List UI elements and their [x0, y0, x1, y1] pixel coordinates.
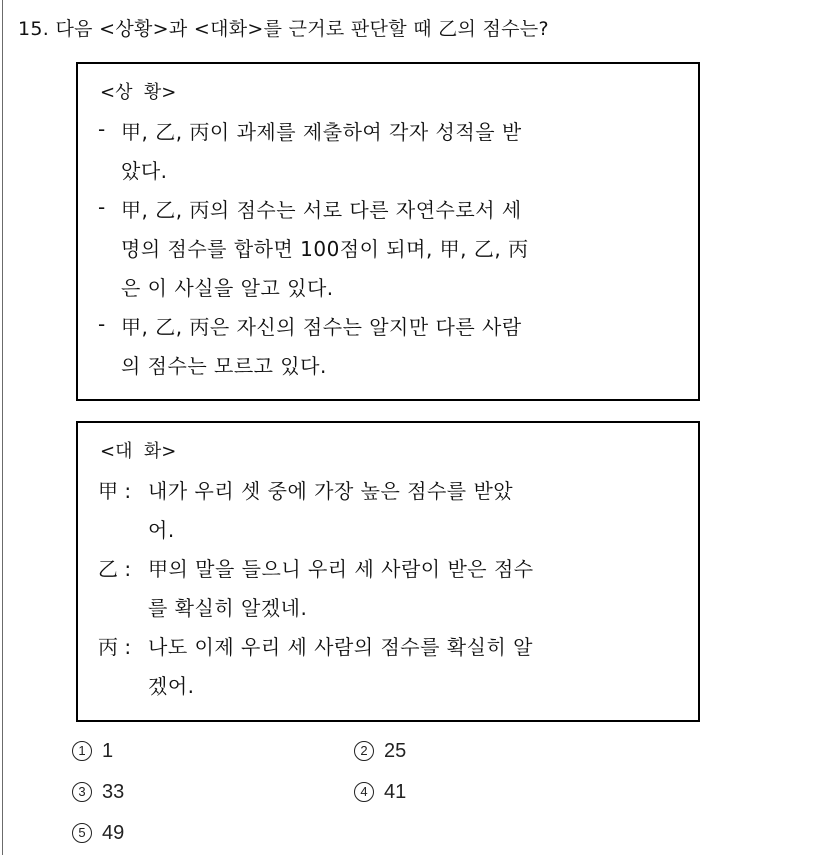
choice-3[interactable] [72, 781, 124, 804]
circled-number-icon: 4 [354, 782, 374, 802]
situation-line: 았다. [121, 159, 168, 183]
speaker-label: 丙 : [98, 635, 132, 659]
question-number: 15. [18, 18, 50, 40]
dialogue-line: 甲의 말을 들으니 우리 세 사람이 받은 점수 [148, 557, 534, 581]
dialogue-line: 내가 우리 셋 중에 가장 높은 점수를 받았 [148, 479, 514, 503]
choice-1[interactable] [72, 740, 113, 763]
situation-box [76, 62, 700, 401]
choice-value: 33 [102, 781, 125, 803]
situation-title: <상 황> [100, 82, 177, 103]
speaker-label: 甲 : [98, 479, 132, 503]
situation-line: 명의 점수를 합하면 100점이 되며, 甲, 乙, 丙 [121, 237, 529, 261]
choice-2[interactable] [354, 740, 406, 763]
choice-value: 49 [102, 822, 125, 844]
circled-number-icon: 1 [72, 741, 92, 761]
question-header [18, 14, 549, 41]
choice-value: 1 [102, 740, 114, 762]
circled-number-icon: 2 [354, 741, 374, 761]
dialogue-line: 를 확실히 알겠네. [148, 596, 308, 620]
situation-line: 甲, 乙, 丙의 점수는 서로 다른 자연수로서 세 [121, 198, 522, 222]
page-left-border [2, 0, 3, 855]
situation-line: 의 점수는 모르고 있다. [121, 354, 327, 378]
dialogue-box [76, 421, 700, 722]
speaker-label: 乙 : [98, 557, 132, 581]
situation-line: 甲, 乙, 丙이 과제를 제출하여 각자 성적을 받 [121, 120, 522, 144]
bullet-dash: - [98, 312, 106, 336]
question-text: 다음 <상황>과 <대화>를 근거로 판단할 때 乙의 점수는? [55, 18, 549, 40]
choice-4[interactable] [354, 781, 406, 804]
situation-line: 甲, 乙, 丙은 자신의 점수는 알지만 다른 사람 [121, 315, 522, 339]
dialogue-line: 나도 이제 우리 세 사람의 점수를 확실히 알 [148, 635, 533, 659]
choice-value: 25 [384, 740, 407, 762]
circled-number-icon: 5 [72, 823, 92, 843]
bullet-dash: - [98, 117, 106, 141]
choice-value: 41 [384, 781, 407, 803]
dialogue-line: 어. [148, 518, 175, 542]
dialogue-title: <대 화> [100, 441, 177, 462]
choice-5[interactable] [72, 822, 124, 845]
situation-line: 은 이 사실을 알고 있다. [121, 276, 334, 300]
dialogue-line: 겠어. [148, 674, 195, 698]
bullet-dash: - [98, 195, 106, 219]
circled-number-icon: 3 [72, 782, 92, 802]
